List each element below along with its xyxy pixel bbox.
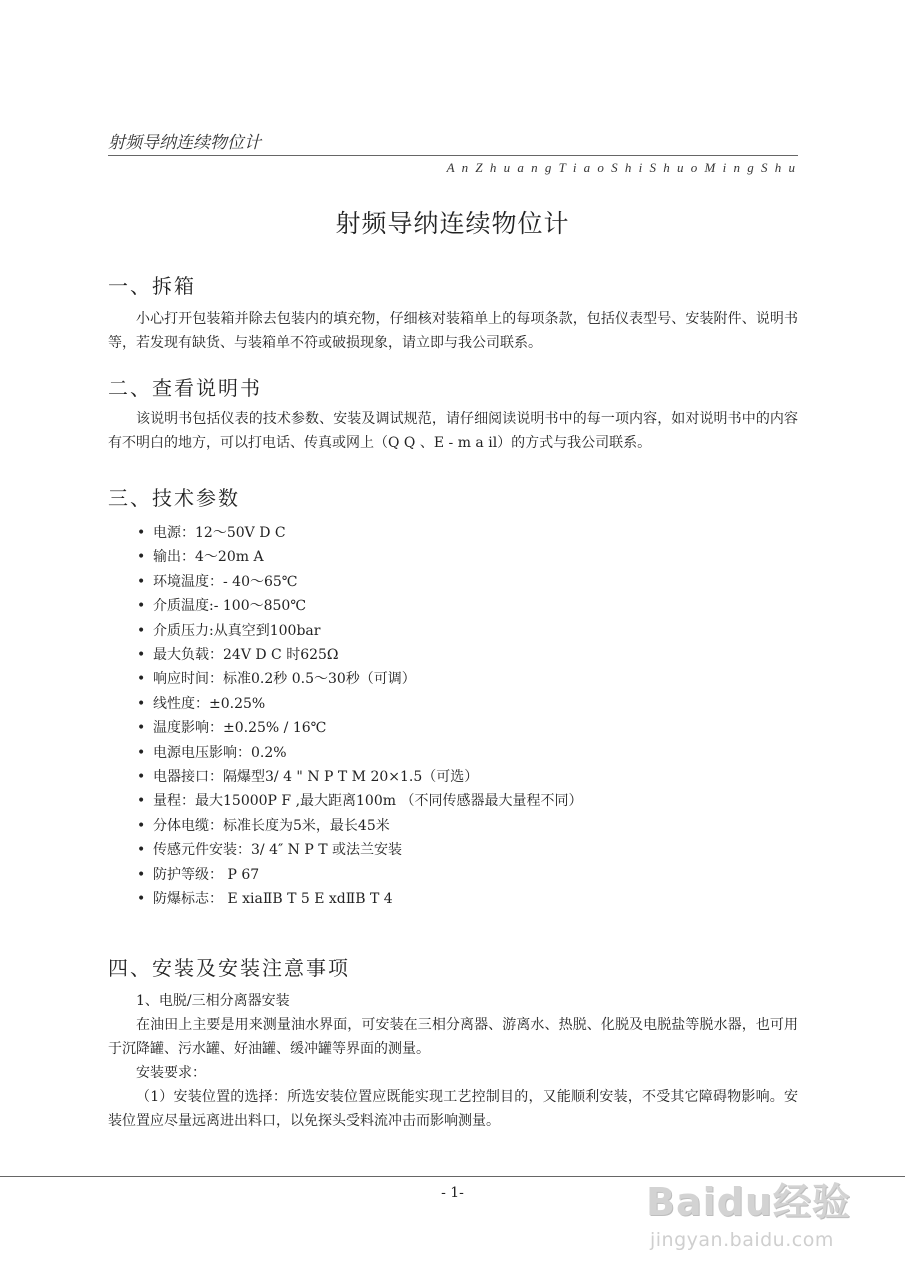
spec-item: • 电源：12～50V D C	[108, 521, 798, 545]
section-read-manual	[108, 372, 798, 455]
spec-list	[108, 521, 798, 912]
spec-item: • 响应时间：标准0.2秒 0.5～30秒（可调）	[108, 667, 798, 691]
watermark-brand: Baidu经验	[646, 1180, 851, 1224]
spec-item: • 防爆标志： E xiaⅡB T 5 E xdⅡB T 4	[108, 887, 798, 911]
spec-item: • 输出：4～20m A	[108, 545, 798, 569]
spec-item: • 介质温度:- 100～850℃	[108, 594, 798, 618]
section-heading: 一、拆箱	[108, 274, 196, 298]
section-paragraph: 小心打开包装箱并除去包装内的填充物，仔细核对装箱单上的每项条款，包括仪表型号、安装附件、说明书等，若发现有缺货、与装箱单不符或破损现象，请立即与我公司联系。	[108, 311, 798, 351]
requirements-label: 安装要求：	[136, 1065, 206, 1081]
section-paragraph: 在油田上主要是用来测量油水界面，可安装在三相分离器、游离水、热脱、化脱及电脱盐等脱水器，也可用于沉降罐、污水罐、好油罐、缓冲罐等界面的测量。	[108, 1017, 798, 1057]
subsection-title: 1、电脱/三相分离器安装	[136, 993, 290, 1009]
section-heading: 二、查看说明书	[108, 376, 262, 400]
spec-item: • 温度影响：±0.25% / 16℃	[108, 716, 798, 740]
spec-item: • 最大负载：24V D C 时625Ω	[108, 643, 798, 667]
section-unpacking	[108, 270, 798, 355]
section-paragraph: （1）安装位置的选择：所选安装位置应既能实现工艺控制目的，又能顺利安装，不受其它障碍物影响。安装位置应尽量远离进出料口，以免探头受料流冲击而影响测量。	[108, 1089, 798, 1129]
baidu-watermark	[640, 1145, 880, 1275]
running-header-pinyin: A n Z h u a n g T i a o S h i S h u o M i n g S h u	[446, 160, 797, 175]
watermark-url: jingyan.baidu.com	[650, 1229, 834, 1251]
document-title: 射频导纳连续物位计	[335, 209, 570, 238]
header-divider	[108, 155, 798, 156]
spec-item: • 量程：最大15000P F ,最大距离100m （不同传感器最大量程不同）	[108, 789, 798, 813]
section-heading: 三、技术参数	[108, 486, 240, 510]
spec-item: • 电器接口：隔爆型3/ 4 " N P T M 20×1.5（可选）	[108, 765, 798, 789]
spec-item: • 分体电缆：标准长度为5米，最长45米	[108, 814, 798, 838]
spec-item: • 介质压力:从真空到100bar	[108, 619, 798, 643]
section-heading: 四、安装及安装注意事项	[108, 956, 350, 980]
spec-item: • 传感元件安装：3/ 4″ N P T 或法兰安装	[108, 838, 798, 862]
spec-item: • 电源电压影响：0.2%	[108, 741, 798, 765]
section-tech-params	[108, 482, 798, 912]
page-number: - 1-	[441, 1185, 464, 1201]
spec-item: • 防护等级： P 67	[108, 863, 798, 887]
spec-item: • 线性度：±0.25%	[108, 692, 798, 716]
section-installation	[108, 952, 798, 1133]
running-header-title: 射频导纳连续物位计	[108, 133, 261, 153]
section-paragraph: 该说明书包括仪表的技术参数、安装及调试规范，请仔细阅读说明书中的每一项内容，如对说明书中的内容有不明白的地方，可以打电话、传真或网上（Q Q 、E - m a il）的方式与我公司联系。	[108, 411, 798, 451]
spec-item: • 环境温度：- 40～65℃	[108, 570, 798, 594]
